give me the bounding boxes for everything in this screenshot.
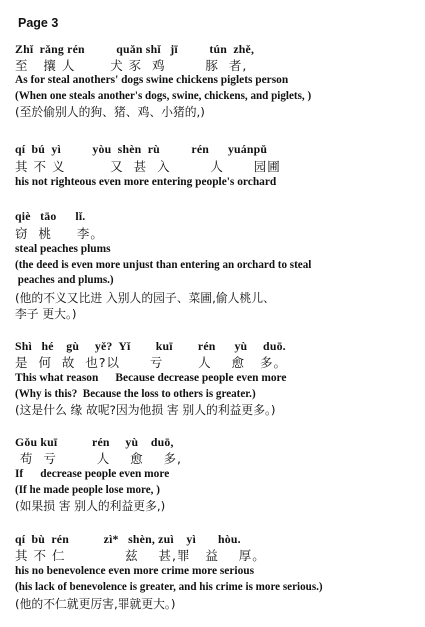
chinese-translation-line: (他的不仁就更厉害,罪就更大。) (15, 597, 176, 611)
pinyin-line: Gǒu kuī rén yù duō, (15, 435, 174, 449)
gloss-line: his not righteous even more entering people's orchard (15, 176, 277, 188)
translation-line: (When one steals another's dogs, swine, chickens, and piglets, ) (15, 90, 312, 102)
pinyin-line: Shì hé gù yě? Yǐ kuī rén yù duō. (15, 339, 286, 353)
chinese-translation-line: (这是什么 缘 故呢?因为他损 害 别人的利益更多。) (15, 403, 276, 417)
gloss-line: As for steal anothers' dogs swine chickens piglets person (15, 74, 289, 86)
pinyin-line: qí bú yì yòu shèn rù rén yuánpǔ (15, 142, 268, 156)
translation-line: (If he made people lose more, ) (15, 484, 160, 496)
hanzi-line: 苟 亏 人 愈 多, (15, 451, 182, 466)
gloss-line: his no benevolence even more crime more serious (15, 565, 255, 577)
hanzi-line: 是 何 故 也?以 亏 人 愈 多。 (15, 355, 287, 370)
page-label: Page 3 (18, 16, 59, 30)
translation-line: peaches and plums.) (15, 274, 114, 286)
translation-line: (his lack of benevolence is greater, and his crime is more serious.) (15, 581, 323, 593)
hanzi-line: 其 不 仁 兹 甚,罪 益 厚。 (15, 548, 266, 563)
hanzi-line: 窃 桃 李。 (15, 226, 104, 241)
translation-line: (Why is this? Because the loss to others is greater.) (15, 388, 256, 400)
chinese-translation-line: 李子 更大。) (15, 307, 77, 321)
hanzi-line: 至 攘 人 犬 豕 鸡 豚 者, (15, 58, 248, 73)
pinyin-line: Zhǐ rǎng rén quǎn shǐ jī tún zhě, (15, 42, 255, 56)
chinese-translation-line: (如果损 害 别人的利益更多,) (15, 499, 166, 513)
pinyin-line: qiè tāo lǐ. (15, 209, 86, 223)
pinyin-line: qí bù rén zì* shèn, zuì yì hòu. (15, 532, 241, 546)
gloss-line: If decrease people even more (15, 468, 170, 480)
gloss-line: steal peaches plums (15, 243, 111, 255)
translation-line: (the deed is even more unjust than entering an orchard to steal (15, 259, 312, 271)
hanzi-line: 其 不 义 又 甚 入 人 园圃 (15, 159, 281, 174)
gloss-line: This what reason Because decrease people even more (15, 372, 287, 384)
chinese-translation-line: (他的不义又比进 入别人的园子、菜圃,偷人桃儿、 (15, 291, 275, 305)
chinese-translation-line: (至於偷别人的狗、猪、鸡、小猪的,) (15, 105, 205, 119)
